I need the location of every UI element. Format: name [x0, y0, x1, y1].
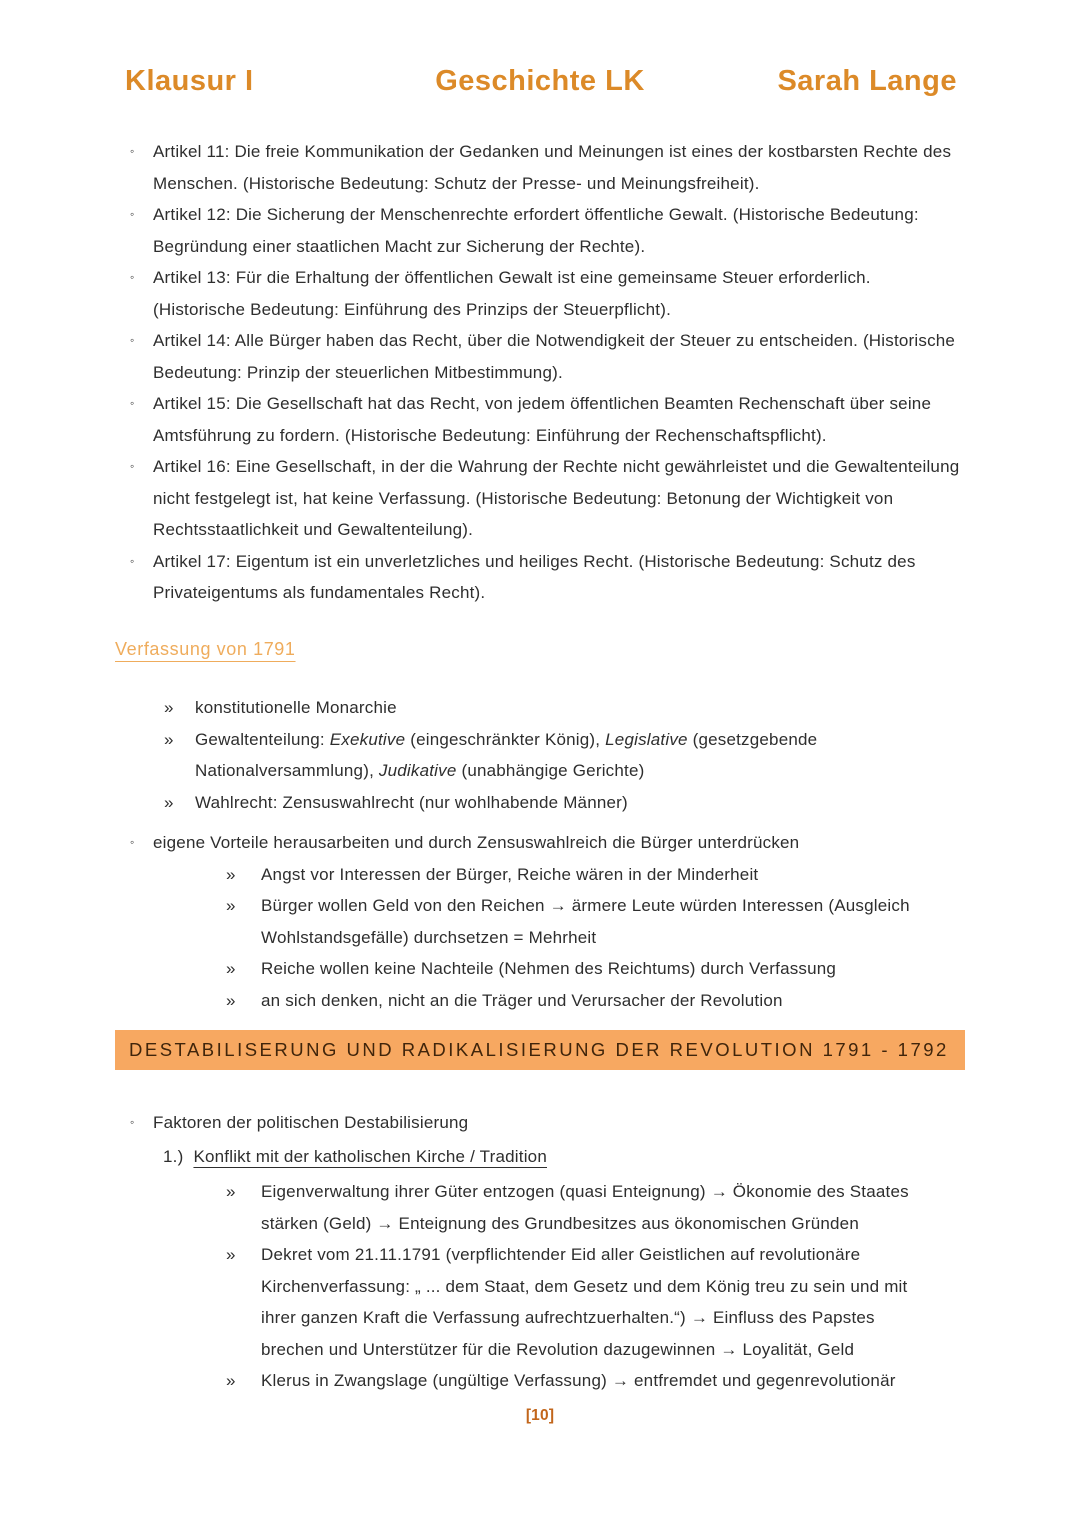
italic-term: Exekutive [329, 729, 406, 749]
chevron-bullet-icon: » [226, 1371, 236, 1390]
page-number: [10] [525, 1406, 555, 1424]
vorteile-lead-text: eigene Vorteile herausarbeiten und durch Zensuswahlreich die Bürger unterdrücken [153, 833, 800, 852]
list-item [115, 953, 920, 985]
chevron-bullet-icon: » [226, 1182, 236, 1201]
articles-list [115, 136, 965, 609]
destab-sub-text: Eigenverwaltung ihrer Güter entzogen (quasi Enteignung) → Ökonomie des Staates stärken (Geld) → Enteignung des Grundbesitzes aus ökonomischen Gründen [261, 1182, 909, 1233]
header-subject-title: Geschichte LK [435, 65, 645, 97]
destab-sub-text: Klerus in Zwangslage (ungültige Verfassung) → entfremdet und gegenrevolutionär [261, 1371, 896, 1390]
list-item [115, 451, 963, 546]
list-item [115, 1176, 920, 1239]
list-item [115, 325, 963, 388]
chevron-bullet-icon: » [164, 792, 174, 812]
list-item [115, 985, 920, 1017]
bullet-circle-icon: ◦ [130, 144, 135, 158]
numbered-subheading-title: Konflikt mit der katholischen Kirche / Tradition [193, 1146, 547, 1166]
italic-term: Judikative [378, 761, 457, 780]
bullet-circle-icon: ◦ [130, 553, 135, 568]
chevron-bullet-icon: » [164, 729, 174, 749]
list-item [115, 262, 963, 325]
chevron-bullet-icon: » [226, 896, 236, 915]
list-item [115, 1239, 920, 1365]
verfassung-item-text: konstitutionelle Monarchie [195, 698, 397, 717]
list-item [115, 827, 963, 859]
chevron-bullet-icon: » [164, 698, 174, 717]
destabilisierung-block [115, 1107, 965, 1397]
text-segment: (unabhängige Gerichte) [456, 761, 645, 780]
list-item [115, 1365, 920, 1397]
verfassung-item-text [195, 730, 817, 781]
list-item [115, 859, 920, 891]
list-item [115, 787, 915, 819]
verfassung-item-text: Wahlrecht: Zensuswahlrecht (nur wohlhabende Männer) [195, 792, 628, 812]
chevron-bullet-icon: » [226, 1245, 236, 1264]
bullet-circle-icon: ◦ [130, 396, 135, 410]
text-segment: (gesetzgebende Nationalversammlung), [195, 729, 818, 780]
article-13-text: Artikel 13: Für die Erhaltung der öffentlichen Gewalt ist eine gemeinsame Steuer erforderlich. (Historische Bedeutung: Einführung des Prinzips der Steuerpflicht). [153, 268, 871, 319]
header-author-name: Sarah Lange [777, 65, 957, 97]
numbered-subheading-number: 1.) [163, 1146, 184, 1166]
bullet-circle-icon: ◦ [130, 270, 135, 284]
list-item [115, 199, 963, 262]
bullet-circle-icon: ◦ [130, 459, 135, 473]
chevron-bullet-icon: » [226, 990, 236, 1010]
article-17-text: Artikel 17: Eigentum ist ein unverletzliches und heiliges Recht. (Historische Bedeutung: Schutz des Privateigentums als fundamentales Recht). [153, 551, 916, 602]
list-item [115, 692, 915, 724]
list-item [115, 1107, 963, 1139]
article-14-text: Artikel 14: Alle Bürger haben das Recht, über die Notwendigkeit der Steuer zu entscheiden. (Historische Bedeutung: Prinzip der steuerlichen Mitbestimmung). [153, 331, 956, 382]
vorteile-block [115, 827, 965, 1016]
list-item [115, 724, 915, 787]
vorteile-sub-text: Reiche wollen keine Nachteile (Nehmen des Reichtums) durch Verfassung [261, 959, 837, 978]
bullet-circle-icon: ◦ [130, 835, 135, 849]
bullet-circle-icon: ◦ [130, 333, 135, 347]
list-item [115, 546, 963, 609]
italic-term: Legislative [605, 729, 688, 749]
vorteile-sub-text: Bürger wollen Geld von den Reichen → ärmere Leute würden Interessen (Ausgleich Wohlstandsgefälle) durchsetzen = Mehrheit [261, 896, 910, 947]
section-banner-destabilisierung: DESTABILISERUNG UND RADIKALISIERUNG DER REVOLUTION 1791 - 1792 [115, 1030, 965, 1070]
list-item [115, 890, 920, 953]
list-item [115, 136, 963, 199]
chevron-bullet-icon: » [226, 864, 236, 884]
text-segment: Gewaltenteilung: [195, 729, 330, 749]
header-exam-title: Klausur I [125, 65, 254, 97]
article-11-text: Artikel 11: Die freie Kommunikation der Gedanken und Meinungen ist eines der kostbarsten Rechte des Menschen. (Historische Bedeutung: Schutz der Presse- und Meinungsfreiheit). [153, 142, 952, 193]
article-12-text: Artikel 12: Die Sicherung der Menschenrechte erfordert öffentliche Gewalt. (Historische Bedeutung: Begründung einer staatlichen Macht zur Sicherung der Rechte). [153, 205, 919, 256]
destab-lead-text: Faktoren der politischen Destabilisierung [153, 1113, 469, 1132]
article-16-text: Artikel 16: Eine Gesellschaft, in der die Wahrung der Rechte nicht gewährleistet und die Gewaltenteilung nicht festgelegt ist, hat keine Verfassung. (Historische Bedeutung: Betonung der Wichtigkeit von Rechtsstaatlichkeit und Gewaltenteilung). [153, 457, 960, 539]
numbered-subheading [115, 1141, 965, 1173]
verfassung-list [115, 692, 965, 818]
vorteile-sub-text: Angst vor Interessen der Bürger, Reiche wären in der Minderheit [261, 864, 759, 884]
chevron-bullet-icon: » [226, 959, 236, 978]
vorteile-sub-text: an sich denken, nicht an die Träger und Verursacher der Revolution [261, 990, 783, 1010]
article-15-text: Artikel 15: Die Gesellschaft hat das Recht, von jedem öffentlichen Beamten Rechenschaft über seine Amtsführung zu fordern. (Historische Bedeutung: Einführung der Rechenschaftspflicht). [153, 394, 932, 445]
page-header [115, 64, 965, 98]
destab-sub-text: Dekret vom 21.11.1791 (verpflichtender Eid aller Geistlichen auf revolutionäre Kirchenverfassung: „ ... dem Staat, dem Gesetz und dem König treu zu sein und mit ihrer ganzen Kraft die Verfassung aufrechtzuerhalten.“) → Einfluss des Papstes brechen und Unterstützer für die Revolution dazugewinnen → Loyalität, Geld [261, 1245, 908, 1359]
list-item [115, 388, 963, 451]
bullet-circle-icon: ◦ [130, 207, 135, 221]
text-segment: (eingeschränkter König), [405, 729, 606, 749]
bullet-circle-icon: ◦ [130, 1115, 135, 1129]
section-heading-verfassung-1791: Verfassung von 1791 [115, 638, 296, 659]
